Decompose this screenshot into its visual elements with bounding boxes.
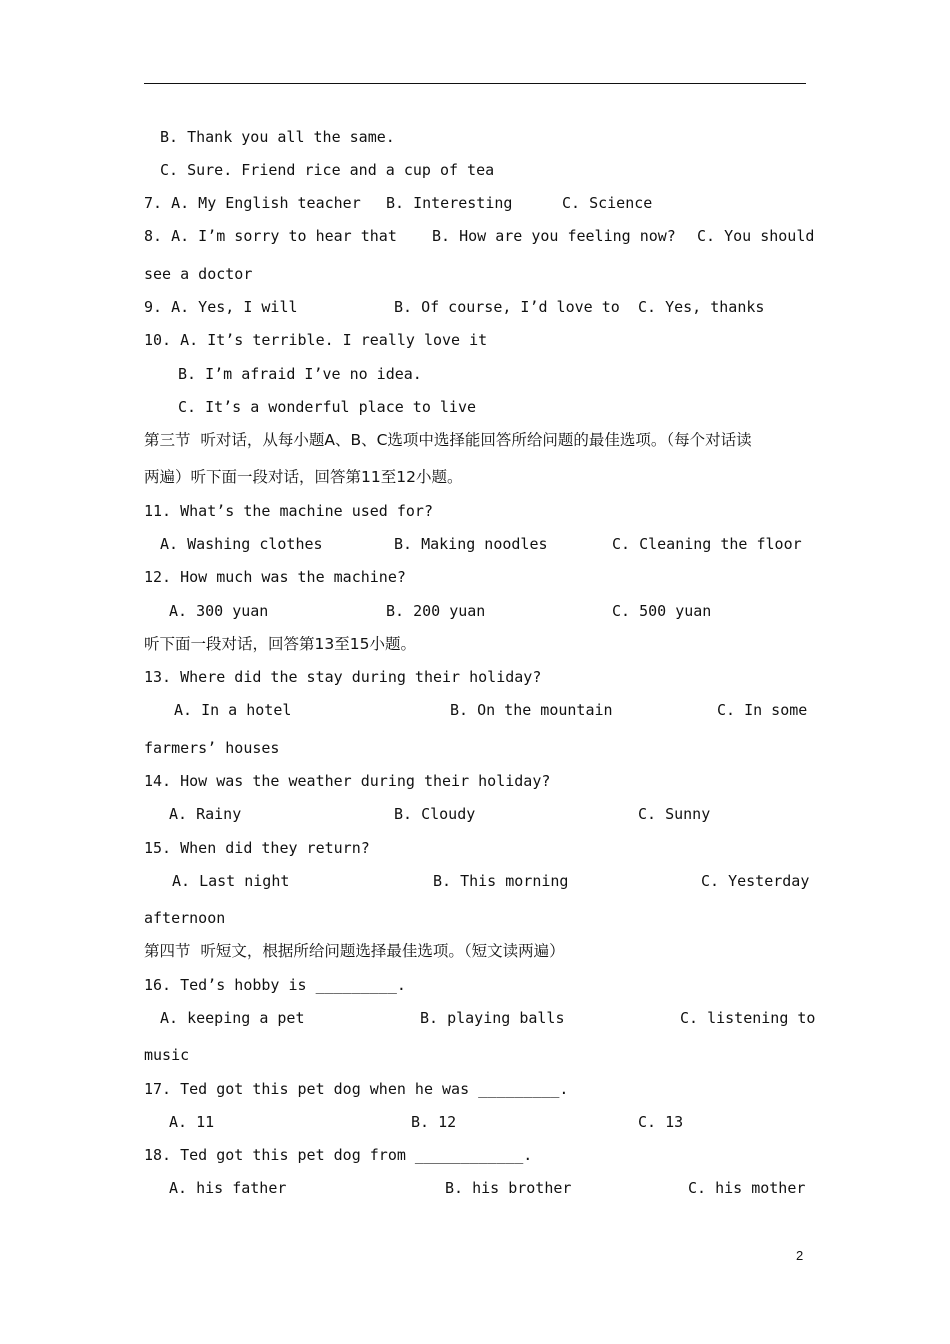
q10-option-b: B. I’m afraid I’ve no idea.: [178, 365, 422, 383]
q18-option-b: B. his brother: [445, 1179, 572, 1197]
q14-option-c: C. Sunny: [638, 805, 711, 823]
q11-option-b: B. Making noodles: [394, 535, 548, 553]
section3-heading: 第三节 听对话，从每小题A、B、C选项中选择能回答所给问题的最佳选项。（每个对话读: [144, 431, 752, 449]
q12-option-a: A. 300 yuan: [169, 602, 269, 620]
q13-option-c: C. In some: [717, 701, 808, 719]
q15-option-c: C. Yesterday: [701, 872, 810, 890]
q15-question: 15. When did they return?: [144, 839, 370, 857]
q11-question: 11. What’s the machine used for?: [144, 502, 433, 520]
q17-option-b: B. 12: [411, 1113, 457, 1131]
q12-question: 12. How much was the machine?: [144, 568, 406, 586]
q17-option-a: A. 11: [169, 1113, 215, 1131]
dialog2-intro: 听下面一段对话，回答第13至15小题。: [144, 635, 416, 653]
q15-option-a: A. Last night: [172, 872, 290, 890]
q12-option-c: C. 500 yuan: [612, 602, 712, 620]
q8-option-a: 8. A. I’m sorry to hear that: [144, 227, 397, 245]
q8-option-b: B. How are you feeling now?: [432, 227, 676, 245]
q14-option-a: A. Rainy: [169, 805, 242, 823]
q14-question: 14. How was the weather during their holiday?: [144, 772, 551, 790]
q10-option-c: C. It’s a wonderful place to live: [178, 398, 477, 416]
q9-option-c: C. Yes, thanks: [638, 298, 765, 316]
section4-heading: 第四节 听短文，根据所给问题选择最佳选项。（短文读两遍）: [144, 942, 565, 960]
q13-option-a: A. In a hotel: [174, 701, 292, 719]
q11-option-c: C. Cleaning the floor: [612, 535, 802, 553]
q8-option-c: C. You should: [697, 227, 815, 245]
q9-option-b: B. Of course, I’d love to: [394, 298, 620, 316]
q6-option-b: B. Thank you all the same.: [160, 128, 395, 146]
q16-question: 16. Ted’s hobby is _________.: [144, 976, 406, 994]
q16-option-c-continued: music: [144, 1046, 190, 1064]
q11-option-a: A. Washing clothes: [160, 535, 323, 553]
q9-option-a: 9. A. Yes, I will: [144, 298, 298, 316]
q14-option-b: B. Cloudy: [394, 805, 476, 823]
q16-option-c: C. listening to: [680, 1009, 816, 1027]
header-rule: [144, 83, 806, 84]
page-number: 2: [796, 1248, 804, 1263]
q8-option-c-continued: see a doctor: [144, 265, 253, 283]
q18-question: 18. Ted got this pet dog from ____________.: [144, 1146, 533, 1164]
q18-option-c: C. his mother: [688, 1179, 806, 1197]
q15-option-b: B. This morning: [433, 872, 569, 890]
section3-heading-continued: 两遍）听下面一段对话，回答第11至12小题。: [144, 468, 463, 486]
q13-option-b: B. On the mountain: [450, 701, 613, 719]
q13-question: 13. Where did the stay during their holiday?: [144, 668, 542, 686]
q13-option-c-continued: farmers’ houses: [144, 739, 280, 757]
q17-question: 17. Ted got this pet dog when he was _________.: [144, 1080, 569, 1098]
q16-option-b: B. playing balls: [420, 1009, 565, 1027]
q18-option-a: A. his father: [169, 1179, 287, 1197]
q17-option-c: C. 13: [638, 1113, 684, 1131]
q6-option-c: C. Sure. Friend rice and a cup of tea: [160, 161, 495, 179]
q12-option-b: B. 200 yuan: [386, 602, 486, 620]
q16-option-a: A. keeping a pet: [160, 1009, 305, 1027]
q10-option-a: 10. A. It’s terrible. I really love it: [144, 331, 488, 349]
q7-option-b: B. Interesting: [386, 194, 513, 212]
q7-option-a: 7. A. My English teacher: [144, 194, 361, 212]
q15-option-c-continued: afternoon: [144, 909, 226, 927]
q7-option-c: C. Science: [562, 194, 653, 212]
